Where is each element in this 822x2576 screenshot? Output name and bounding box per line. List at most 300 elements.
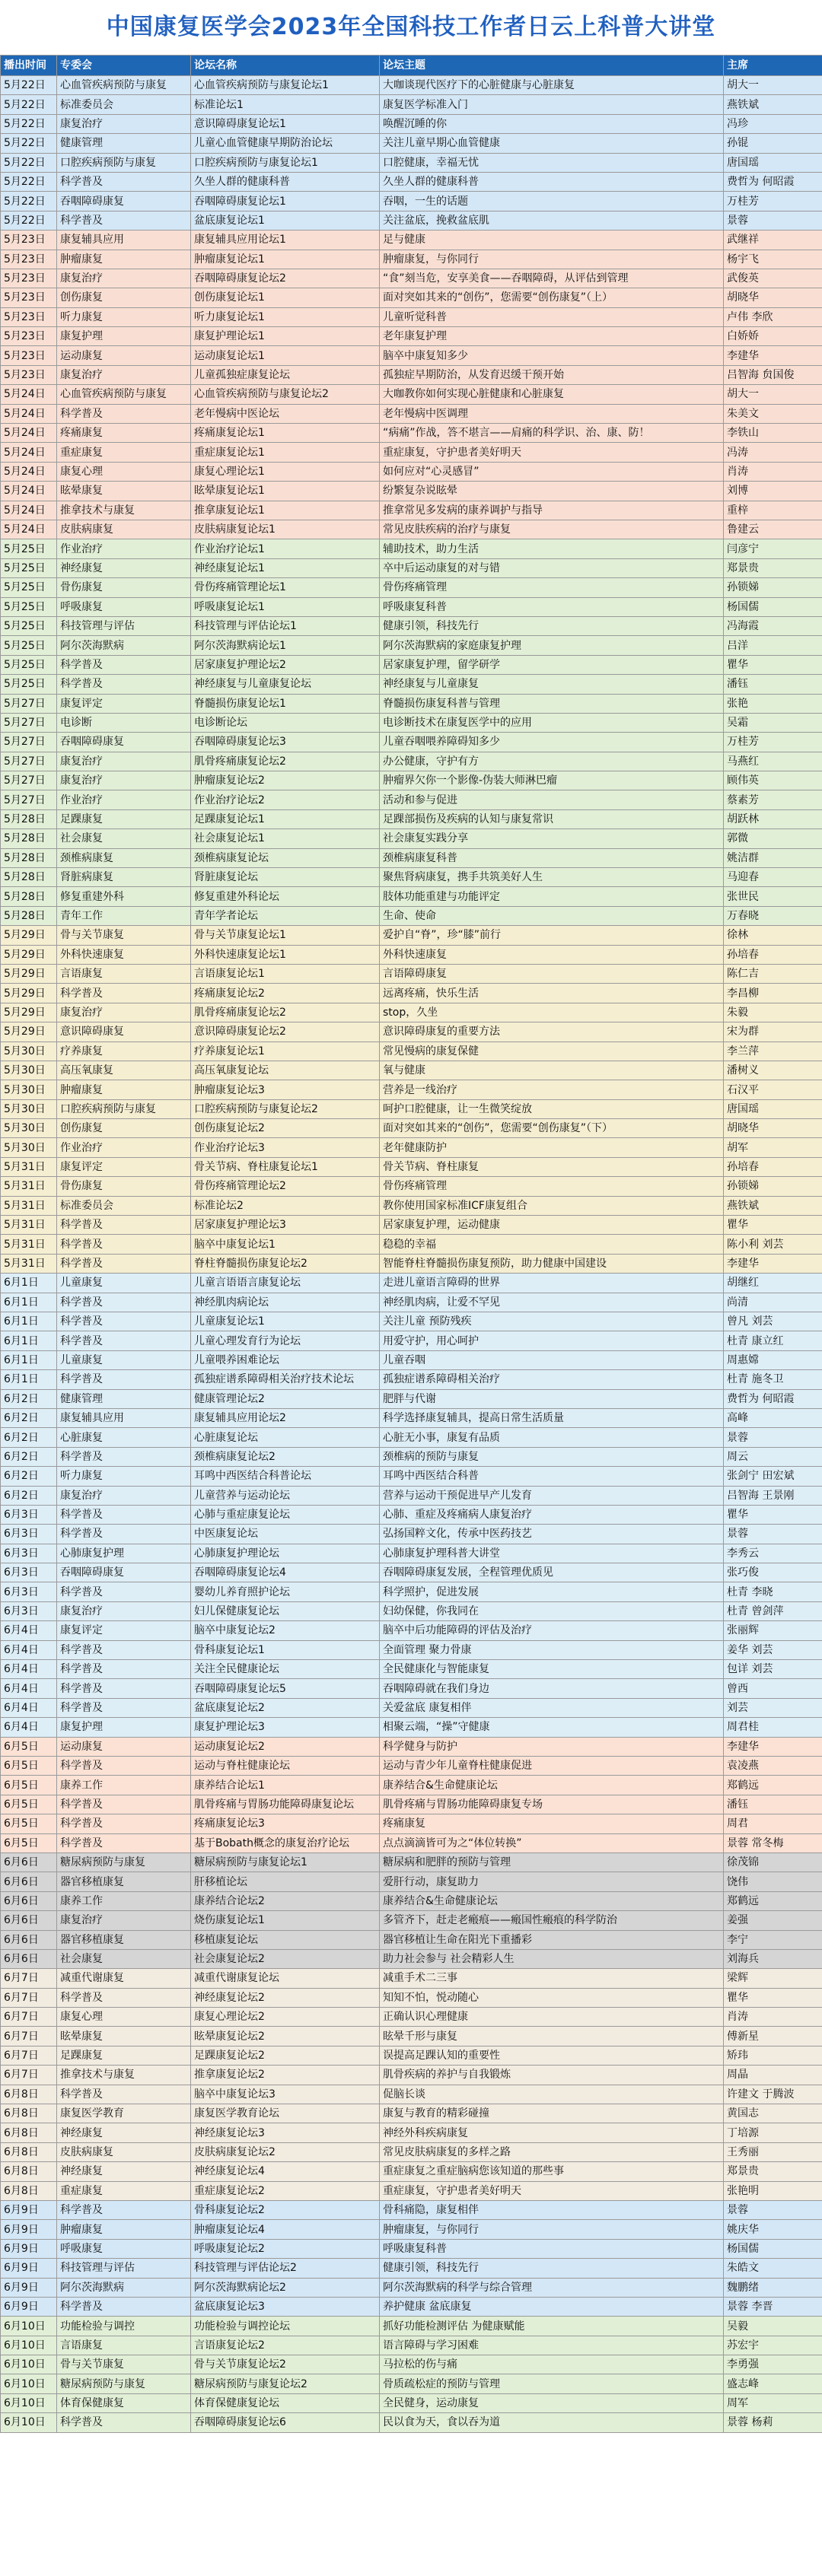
cell-chair: 石汉平 — [724, 1080, 822, 1099]
cell-forum-topic: 骨关节病、脊柱康复 — [380, 1157, 724, 1176]
cell-forum-name: 推拿康复论坛2 — [191, 2066, 380, 2085]
cell-air-time: 6月8日 — [1, 2181, 57, 2200]
cell-forum-name: 脑卒中康复论坛2 — [191, 1621, 380, 1640]
cell-forum-topic: 健康引领，科技先行 — [380, 616, 724, 635]
cell-chair: 丁培源 — [724, 2123, 822, 2142]
cell-committee: 康复治疗 — [57, 1601, 191, 1620]
cell-chair: 重梓 — [724, 501, 822, 520]
cell-forum-topic: 民以食为天，食以吞为道 — [380, 2413, 724, 2432]
cell-forum-topic: 呵护口腔健康，让一生微笑绽放 — [380, 1099, 724, 1118]
cell-chair: 景蓉 — [724, 1525, 822, 1544]
cell-forum-name: 儿童营养与运动论坛 — [191, 1486, 380, 1505]
table-row — [1, 1119, 822, 1138]
cell-forum-name: 康养结合论坛2 — [191, 1891, 380, 1910]
cell-chair: 高峰 — [724, 1408, 822, 1427]
cell-forum-topic: 儿童吞咽喂养障碍知多少 — [380, 733, 724, 752]
cell-forum-topic: 糖尿病和肥胖的预防与管理 — [380, 1852, 724, 1872]
cell-forum-topic: 足与健康 — [380, 231, 724, 250]
cell-chair: 景蓉 杨莉 — [724, 2413, 822, 2432]
cell-chair: 景蓉 — [724, 211, 822, 230]
cell-forum-topic: 大咖教你如何实现心脏健康和心脏康复 — [380, 385, 724, 404]
table-row — [1, 1177, 822, 1196]
table-row — [1, 424, 822, 443]
cell-committee: 心血管疾病预防与康复 — [57, 385, 191, 404]
cell-forum-topic: 口腔健康，幸福无忧 — [380, 153, 724, 172]
cell-forum-name: 康复心理论坛1 — [191, 462, 380, 481]
cell-committee: 科学普及 — [57, 1331, 191, 1350]
cell-forum-topic: 骨质疏松症的预防与管理 — [380, 2374, 724, 2393]
cell-forum-name: 运动康复论坛2 — [191, 1737, 380, 1756]
cell-forum-topic: 电诊断技术在康复医学中的应用 — [380, 713, 724, 732]
cell-forum-topic: 心肺康复护理科普大讲堂 — [380, 1544, 724, 1563]
cell-air-time: 6月4日 — [1, 1621, 57, 1640]
cell-air-time: 6月4日 — [1, 1718, 57, 1737]
cell-air-time: 6月1日 — [1, 1331, 57, 1350]
table-row — [1, 1891, 822, 1910]
cell-air-time: 5月27日 — [1, 752, 57, 771]
cell-air-time: 5月28日 — [1, 906, 57, 925]
cell-committee: 科学普及 — [57, 1216, 191, 1235]
cell-committee: 运动康复 — [57, 346, 191, 365]
cell-chair: 胡大一 — [724, 76, 822, 95]
cell-forum-topic: 老年慢病中医调理 — [380, 404, 724, 423]
cell-forum-name: 康复心理论坛2 — [191, 2008, 380, 2027]
cell-chair: 蔡素芳 — [724, 790, 822, 809]
table-row — [1, 1274, 822, 1293]
cell-chair: 姜华 刘芸 — [724, 1640, 822, 1659]
table-body — [1, 76, 822, 2433]
cell-committee: 科学普及 — [57, 675, 191, 694]
cell-forum-name: 心脏康复论坛 — [191, 1428, 380, 1447]
cell-air-time: 5月24日 — [1, 424, 57, 443]
cell-committee: 皮肤病康复 — [57, 2142, 191, 2161]
cell-forum-name: 吞咽障碍康复论坛6 — [191, 2413, 380, 2432]
cell-forum-name: 心血管疾病预防与康复论坛1 — [191, 76, 380, 95]
cell-forum-name: 吞咽障碍康复论坛5 — [191, 1679, 380, 1698]
cell-forum-topic: 多管齐下，赶走老瘢痕——瘢国性瘢痕的科学防治 — [380, 1911, 724, 1930]
table-row — [1, 1486, 822, 1505]
cell-committee: 作业治疗 — [57, 1138, 191, 1157]
cell-forum-topic: 颈椎病的预防与康复 — [380, 1447, 724, 1466]
cell-chair: 潘钰 — [724, 1795, 822, 1814]
cell-chair: 马迎春 — [724, 868, 822, 887]
cell-committee: 阿尔茨海默病 — [57, 636, 191, 655]
cell-forum-name: 康复辅具应用论坛1 — [191, 231, 380, 250]
table-row — [1, 964, 822, 983]
cell-committee: 科学普及 — [57, 655, 191, 674]
cell-committee: 康复护理 — [57, 327, 191, 346]
cell-air-time: 6月8日 — [1, 2085, 57, 2104]
cell-committee: 康复治疗 — [57, 269, 191, 288]
cell-chair: 杨国儒 — [724, 597, 822, 616]
cell-air-time: 5月27日 — [1, 694, 57, 713]
cell-air-time: 5月25日 — [1, 675, 57, 694]
cell-committee: 科学普及 — [57, 2297, 191, 2316]
cell-committee: 康养工作 — [57, 1776, 191, 1795]
table-row — [1, 269, 822, 288]
table-row — [1, 558, 822, 577]
cell-committee: 重症康复 — [57, 2181, 191, 2200]
table-row — [1, 926, 822, 945]
cell-air-time: 6月7日 — [1, 1988, 57, 2007]
table-row — [1, 2085, 822, 2104]
cell-forum-topic: 马拉松的伤与痛 — [380, 2355, 724, 2374]
cell-forum-topic: 骨伤疼痛管理 — [380, 1177, 724, 1196]
table-row — [1, 1099, 822, 1118]
cell-committee: 运动康复 — [57, 1737, 191, 1756]
table-row — [1, 114, 822, 133]
cell-air-time: 6月7日 — [1, 2027, 57, 2046]
cell-forum-topic: 智能脊柱脊髓损伤康复预防，助力健康中国建设 — [380, 1254, 724, 1273]
cell-air-time: 5月25日 — [1, 558, 57, 577]
cell-chair: 潘树义 — [724, 1061, 822, 1080]
cell-air-time: 6月8日 — [1, 2123, 57, 2142]
cell-committee: 功能检验与调控 — [57, 2317, 191, 2336]
table-row — [1, 346, 822, 365]
cell-forum-name: 脑卒中康复论坛1 — [191, 1235, 380, 1254]
cell-forum-name: 体育保健康复论坛 — [191, 2393, 380, 2412]
cell-forum-topic: 脑卒中康复知多少 — [380, 346, 724, 365]
cell-forum-name: 肿瘤康复论坛1 — [191, 250, 380, 269]
cell-chair: 魏鹏绪 — [724, 2278, 822, 2297]
cell-forum-name: 糖尿病预防与康复论坛2 — [191, 2374, 380, 2393]
cell-forum-name: 烧伤康复论坛1 — [191, 1911, 380, 1930]
table-row — [1, 1852, 822, 1872]
table-row — [1, 443, 822, 462]
cell-air-time: 6月7日 — [1, 1969, 57, 1988]
table-row — [1, 848, 822, 867]
table-row — [1, 2239, 822, 2258]
cell-committee: 科学普及 — [57, 1235, 191, 1254]
cell-air-time: 5月30日 — [1, 1119, 57, 1138]
cell-forum-name: 康复护理论坛1 — [191, 327, 380, 346]
table-row — [1, 1969, 822, 1988]
cell-committee: 糖尿病预防与康复 — [57, 2374, 191, 2393]
cell-chair: 闫彦宁 — [724, 539, 822, 558]
cell-air-time: 6月10日 — [1, 2413, 57, 2432]
cell-forum-name: 皮肤病康复论坛1 — [191, 520, 380, 539]
cell-forum-topic: 营养与运动干预促进早产儿发育 — [380, 1486, 724, 1505]
cell-forum-name: 标准论坛2 — [191, 1196, 380, 1215]
cell-chair: 孙锟 — [724, 134, 822, 153]
page-title: 中国康复医学会2023年全国科技工作者日云上科普大讲堂 — [106, 14, 716, 40]
cell-chair: 冯海霞 — [724, 616, 822, 635]
table-row — [1, 868, 822, 887]
cell-forum-name: 作业治疗论坛3 — [191, 1138, 380, 1157]
cell-air-time: 5月31日 — [1, 1157, 57, 1176]
cell-committee: 科学普及 — [57, 984, 191, 1003]
cell-chair: 景蓉 常冬梅 — [724, 1833, 822, 1852]
table-row — [1, 2142, 822, 2161]
cell-forum-topic: 科学照护，促进发展 — [380, 1582, 724, 1601]
cell-forum-topic: 吞咽障碍康复发展，全程管理优质见 — [380, 1563, 724, 1582]
cell-forum-name: 心肺与重症康复论坛 — [191, 1505, 380, 1524]
table-row — [1, 482, 822, 501]
table-row — [1, 1660, 822, 1679]
cell-committee: 外科快速康复 — [57, 945, 191, 964]
cell-chair: 白娇娇 — [724, 327, 822, 346]
cell-committee: 心血管疾病预防与康复 — [57, 76, 191, 95]
cell-chair: 张世民 — [724, 887, 822, 906]
cell-chair: 孙培春 — [724, 945, 822, 964]
cell-forum-topic: 聚焦肾病康复，携手共筑美好人生 — [380, 868, 724, 887]
cell-chair: 张巧俊 — [724, 1563, 822, 1582]
table-row — [1, 2220, 822, 2239]
cell-chair: 杨国儒 — [724, 2239, 822, 2258]
cell-forum-name: 高压氧康复论坛 — [191, 1061, 380, 1080]
cell-forum-name: 吞咽障碍康复论坛3 — [191, 733, 380, 752]
cell-chair: 傅新星 — [724, 2027, 822, 2046]
cell-committee: 儿童康复 — [57, 1350, 191, 1369]
cell-chair: 周晶 — [724, 2066, 822, 2085]
cell-forum-name: 肿瘤康复论坛4 — [191, 2220, 380, 2239]
cell-forum-name: 意识障碍康复论坛2 — [191, 1022, 380, 1042]
cell-chair: 周惠嫦 — [724, 1350, 822, 1369]
cell-chair: 顾伟英 — [724, 771, 822, 790]
cell-forum-topic: 肥胖与代谢 — [380, 1389, 724, 1408]
table-row — [1, 1389, 822, 1408]
cell-forum-topic: 肿瘤康复，与你同行 — [380, 2220, 724, 2239]
table-row — [1, 1003, 822, 1022]
cell-committee: 科学普及 — [57, 1254, 191, 1273]
cell-air-time: 5月24日 — [1, 462, 57, 481]
cell-air-time: 6月9日 — [1, 2220, 57, 2239]
table-row — [1, 1756, 822, 1775]
cell-forum-topic: 点点滴滴皆可为之“体位转换” — [380, 1833, 724, 1852]
cell-forum-topic: 社会康复实践分享 — [380, 829, 724, 848]
cell-committee: 骨与关节康复 — [57, 2355, 191, 2374]
cell-chair: 武继祥 — [724, 231, 822, 250]
cell-air-time: 6月10日 — [1, 2317, 57, 2336]
cell-committee: 科学普及 — [57, 1660, 191, 1679]
cell-forum-name: 老年慢病中医论坛 — [191, 404, 380, 423]
cell-forum-name: 居家康复护理论坛3 — [191, 1216, 380, 1235]
table-row — [1, 1196, 822, 1215]
cell-air-time: 6月1日 — [1, 1370, 57, 1389]
table-row — [1, 1679, 822, 1698]
header-forum-name: 论坛名称 — [191, 56, 380, 76]
cell-forum-topic: 关爱盆底 康复相伴 — [380, 1698, 724, 1717]
table-row — [1, 1293, 822, 1312]
cell-forum-topic: “食”刻当危，安享美食——吞咽障碍，从评估到管理 — [380, 269, 724, 288]
cell-forum-name: 推拿康复论坛1 — [191, 501, 380, 520]
cell-committee: 神经康复 — [57, 2162, 191, 2181]
table-row — [1, 2317, 822, 2336]
cell-forum-name: 科技管理与评估论坛1 — [191, 616, 380, 635]
cell-chair: 唐国瑶 — [724, 153, 822, 172]
table-row — [1, 713, 822, 732]
cell-forum-name: 外科快速康复论坛1 — [191, 945, 380, 964]
cell-committee: 肾脏病康复 — [57, 868, 191, 887]
cell-air-time: 5月23日 — [1, 231, 57, 250]
cell-forum-topic: 外科快速康复 — [380, 945, 724, 964]
cell-forum-name: 神经康复论坛3 — [191, 2123, 380, 2142]
cell-air-time: 5月24日 — [1, 404, 57, 423]
cell-forum-name: 肿瘤康复论坛2 — [191, 771, 380, 790]
cell-forum-name: 社会康复论坛1 — [191, 829, 380, 848]
cell-forum-topic: 爱肝行动，康复助力 — [380, 1872, 724, 1891]
cell-chair: 杨宇飞 — [724, 250, 822, 269]
cell-committee: 吞咽障碍康复 — [57, 192, 191, 211]
table-row — [1, 1408, 822, 1427]
header-committee: 专委会 — [57, 56, 191, 76]
cell-forum-topic: 卒中后运动康复的对与错 — [380, 558, 724, 577]
cell-committee: 科学普及 — [57, 2200, 191, 2219]
cell-committee: 健康管理 — [57, 1389, 191, 1408]
header-forum-topic: 论坛主题 — [380, 56, 724, 76]
cell-air-time: 5月22日 — [1, 153, 57, 172]
cell-forum-topic: 稳稳的幸福 — [380, 1235, 724, 1254]
cell-forum-name: 减重代谢康复论坛 — [191, 1969, 380, 1988]
cell-air-time: 6月7日 — [1, 2008, 57, 2027]
cell-forum-topic: 意识障碍康复的重要方法 — [380, 1022, 724, 1042]
cell-air-time: 5月28日 — [1, 887, 57, 906]
cell-forum-name: 儿童心血管健康早期防治论坛 — [191, 134, 380, 153]
table-row — [1, 1795, 822, 1814]
table-row — [1, 2162, 822, 2181]
cell-forum-topic: 神经外科疾病康复 — [380, 2123, 724, 2142]
cell-forum-topic: 促脑长谈 — [380, 2085, 724, 2104]
cell-forum-name: 婴幼儿养育照护论坛 — [191, 1582, 380, 1601]
table-row — [1, 771, 822, 790]
cell-air-time: 5月23日 — [1, 346, 57, 365]
cell-forum-name: 标准论坛1 — [191, 95, 380, 114]
cell-forum-topic: 康养结合&生命健康论坛 — [380, 1776, 724, 1795]
cell-air-time: 5月22日 — [1, 172, 57, 191]
table-row — [1, 2355, 822, 2374]
cell-forum-topic: 老年康复护理 — [380, 327, 724, 346]
table-row — [1, 1061, 822, 1080]
cell-air-time: 6月4日 — [1, 1679, 57, 1698]
cell-committee: 修复重建外科 — [57, 887, 191, 906]
cell-chair: 李建华 — [724, 1737, 822, 1756]
cell-forum-name: 社会康复论坛2 — [191, 1949, 380, 1968]
cell-forum-name: 关注全民健康论坛 — [191, 1660, 380, 1679]
cell-committee: 康复评定 — [57, 694, 191, 713]
cell-forum-name: 青年学者论坛 — [191, 906, 380, 925]
cell-forum-topic: 儿童听觉科普 — [380, 307, 724, 326]
cell-forum-name: 妇儿保健康复论坛 — [191, 1601, 380, 1620]
cell-forum-name: 吞咽障碍康复论坛4 — [191, 1563, 380, 1582]
table-row — [1, 211, 822, 230]
table-row — [1, 1138, 822, 1157]
cell-forum-name: 糖尿病预防与康复论坛1 — [191, 1852, 380, 1872]
cell-forum-topic: 肌骨疼痛与胃肠功能障碍康复专场 — [380, 1795, 724, 1814]
cell-committee: 康复治疗 — [57, 771, 191, 790]
cell-chair: 武俊英 — [724, 269, 822, 288]
cell-forum-name: 作业治疗论坛1 — [191, 539, 380, 558]
cell-committee: 推拿技术与康复 — [57, 2066, 191, 2085]
cell-committee: 科学普及 — [57, 1505, 191, 1524]
cell-forum-topic: 神经康复与儿童康复 — [380, 675, 724, 694]
table-row — [1, 2278, 822, 2297]
cell-chair: 梁辉 — [724, 1969, 822, 1988]
cell-chair: 肖涛 — [724, 462, 822, 481]
cell-chair: 燕铁斌 — [724, 1196, 822, 1215]
cell-committee: 心脏康复 — [57, 1428, 191, 1447]
cell-air-time: 5月30日 — [1, 1061, 57, 1080]
cell-forum-topic: 重症康复之重症脑病您该知道的那些事 — [380, 2162, 724, 2181]
table-row — [1, 2104, 822, 2123]
table-row — [1, 2413, 822, 2432]
cell-committee: 呼吸康复 — [57, 597, 191, 616]
table-row — [1, 327, 822, 346]
cell-forum-topic: 言语障碍康复 — [380, 964, 724, 983]
cell-air-time: 6月3日 — [1, 1601, 57, 1620]
table-row — [1, 2181, 822, 2200]
cell-air-time: 6月7日 — [1, 2046, 57, 2065]
table-row — [1, 655, 822, 674]
cell-air-time: 6月2日 — [1, 1428, 57, 1447]
table-row — [1, 1428, 822, 1447]
table-row — [1, 597, 822, 616]
cell-forum-name: 足踝康复论坛2 — [191, 2046, 380, 2065]
cell-air-time: 6月8日 — [1, 2162, 57, 2181]
cell-chair: 张艳明 — [724, 2181, 822, 2200]
table-row — [1, 192, 822, 211]
table-row — [1, 636, 822, 655]
cell-forum-name: 足踝康复论坛1 — [191, 809, 380, 828]
cell-forum-topic: 阿尔茨海默病的家庭康复护理 — [380, 636, 724, 655]
cell-committee: 口腔疾病预防与康复 — [57, 153, 191, 172]
cell-air-time: 5月22日 — [1, 76, 57, 95]
table-row — [1, 694, 822, 713]
cell-committee: 健康管理 — [57, 134, 191, 153]
cell-air-time: 5月29日 — [1, 984, 57, 1003]
cell-forum-name: 久坐人群的健康科普 — [191, 172, 380, 191]
cell-committee: 康复治疗 — [57, 1003, 191, 1022]
table-row — [1, 134, 822, 153]
cell-forum-topic: 爱护自“脊”，珍“膝”前行 — [380, 926, 724, 945]
cell-forum-name: 皮肤病康复论坛2 — [191, 2142, 380, 2161]
cell-forum-topic: 康复医学标准入门 — [380, 95, 724, 114]
cell-forum-topic: 脑卒中后功能障碍的评估及治疗 — [380, 1621, 724, 1640]
cell-air-time: 6月9日 — [1, 2278, 57, 2297]
cell-committee: 颈椎病康复 — [57, 848, 191, 867]
cell-air-time: 6月10日 — [1, 2393, 57, 2412]
cell-committee: 康复评定 — [57, 1157, 191, 1176]
cell-forum-name: 孤独症谱系障碍相关治疗技术论坛 — [191, 1370, 380, 1389]
cell-forum-topic: 关注儿童早期心血管健康 — [380, 134, 724, 153]
cell-committee: 神经康复 — [57, 558, 191, 577]
cell-air-time: 5月24日 — [1, 520, 57, 539]
cell-forum-name: 骨与关节康复论坛1 — [191, 926, 380, 945]
cell-air-time: 5月23日 — [1, 327, 57, 346]
cell-air-time: 5月31日 — [1, 1235, 57, 1254]
table-row — [1, 172, 822, 191]
cell-forum-name: 骨伤疼痛管理论坛1 — [191, 578, 380, 597]
cell-air-time: 6月9日 — [1, 2259, 57, 2278]
cell-committee: 康复评定 — [57, 1621, 191, 1640]
cell-chair: 杜青 施冬卫 — [724, 1370, 822, 1389]
cell-committee: 吞咽障碍康复 — [57, 733, 191, 752]
cell-committee: 科学普及 — [57, 1833, 191, 1852]
table-row — [1, 539, 822, 558]
cell-forum-topic: 康养结合&生命健康论坛 — [380, 1891, 724, 1910]
cell-chair: 周云 — [724, 1447, 822, 1466]
cell-committee: 科学普及 — [57, 1447, 191, 1466]
cell-air-time: 5月22日 — [1, 134, 57, 153]
cell-committee: 科学普及 — [57, 2413, 191, 2432]
cell-forum-topic: 骨伤疼痛管理 — [380, 578, 724, 597]
cell-chair: 费哲为 何昭霞 — [724, 172, 822, 191]
table-row — [1, 1988, 822, 2007]
table-row — [1, 1930, 822, 1949]
cell-chair: 万春晓 — [724, 906, 822, 925]
cell-forum-name: 吞咽障碍康复论坛1 — [191, 192, 380, 211]
cell-committee: 标准委员会 — [57, 1196, 191, 1215]
cell-committee: 康复治疗 — [57, 1911, 191, 1930]
